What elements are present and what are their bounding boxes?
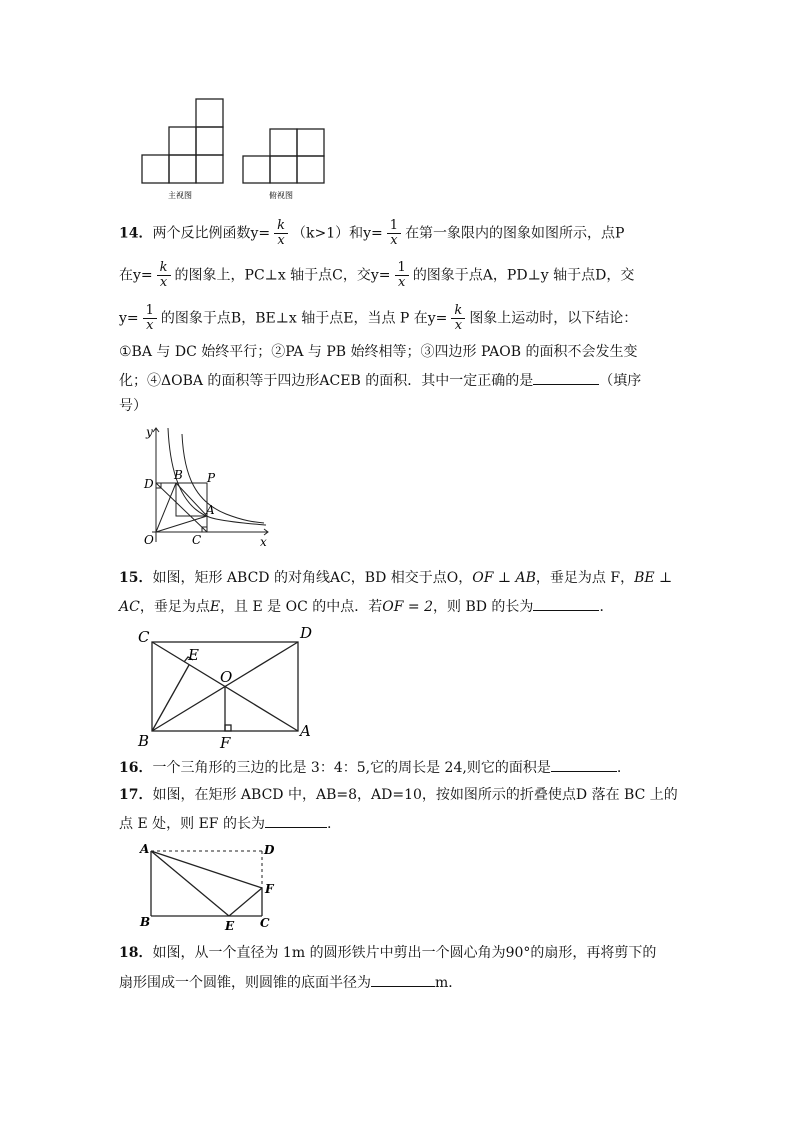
q14-label-C: C (192, 533, 202, 547)
q15-label-F: F (220, 734, 231, 752)
q17-label-D: D (264, 843, 275, 857)
q17-label-C: C (260, 916, 270, 930)
q15-label-O: O (220, 668, 233, 686)
q17-line-2: 点 E 处，则 EF 的长为 . (119, 813, 331, 834)
q15-answer-blank[interactable] (533, 596, 599, 611)
q15-label-E: E (188, 646, 199, 664)
front-view-label: 主视图 (168, 191, 192, 200)
q14-figure (136, 422, 276, 550)
q17-label-E: E (225, 919, 235, 932)
q17-figure (136, 838, 286, 932)
q18-answer-blank[interactable] (371, 972, 435, 987)
q14-label-A: A (206, 503, 215, 517)
q14-line-4: ①BA 与 DC 始终平行；②PA 与 PB 始终相等；③四边形 PAOB 的面积不会发生变 (119, 344, 638, 360)
q17-answer-blank[interactable] (265, 813, 327, 828)
front-view (142, 99, 223, 183)
fraction-k-over-x: $\frac{k}{x}$ (274, 219, 288, 248)
q15-line-2: AC，垂足为点E，且 E 是 OC 的中点．若OF = 2，则 BD 的长为 ． (119, 596, 613, 617)
q18-line-2: 扇形围成一个圆锥，则圆锥的底面半径为 m． (119, 972, 462, 993)
q15-label-A: A (300, 722, 311, 740)
q14-label-O: O (144, 533, 154, 547)
q18-line-1: 18．如图，从一个直径为 1m 的圆形铁片中剪出一个圆心角为90°的扇形，再将剪下的 (119, 945, 657, 961)
q14-label-D: D (144, 477, 154, 491)
q14-answer-blank[interactable] (533, 370, 599, 385)
q14-line-5: 化；④ΔOBA 的面积等于四边形ACEB 的面积．其中一定正确的是 （填序 (119, 370, 641, 391)
top-view-label: 俯视图 (269, 191, 293, 200)
q15-line-1: 15．如图，矩形 ABCD 的对角线AC，BD 相交于点O，OF ⊥ AB，垂足为点 F，BE ⊥ (119, 570, 673, 586)
q17-label-A: A (140, 842, 150, 856)
q17-label-F: F (265, 882, 274, 896)
q14-label-y: y (146, 425, 153, 439)
q15-label-D: D (300, 624, 313, 642)
q17-label-B: B (140, 915, 151, 929)
q14-label-P: P (207, 471, 216, 485)
q14-line-6: 号） (119, 398, 147, 414)
q14-line-3: y= $\frac{1}{x}$ 的图象于点B，BE⊥x 轴于点E，当点 P 在y= $\frac{k}{x}$ 图象上运动时，以下结论： (119, 303, 638, 333)
q14-line-2: 在y= $\frac{k}{x}$ 的图象上，PC⊥x 轴于点C，交y= $\frac{1}{x}$ 的图象于点A，PD⊥y 轴于点D，交 (119, 260, 635, 290)
top-view (243, 129, 324, 183)
q15-label-B: B (138, 732, 150, 750)
q15-label-C: C (138, 628, 150, 646)
q14-line-1: 14．两个反比例函数y= $\frac{k}{x}$ （k>1）和y= $\frac{1}{x}$ 在第一象限内的图象如图所示，点P (119, 218, 625, 248)
q14-label-x: x (260, 535, 267, 549)
views-figure (130, 92, 340, 204)
fraction-1-over-x: $\frac{1}{x}$ (387, 219, 401, 248)
q17-line-1: 17．如图，在矩形 ABCD 中，AB=8，AD=10，按如图所示的折叠使点D 落在 BC 上的 (119, 787, 678, 803)
q16-answer-blank[interactable] (551, 757, 617, 772)
q16-line: 16．一个三角形的三边的比是 3：4：5,它的周长是 24,则它的面积是 . (119, 757, 621, 778)
q15-figure (134, 622, 324, 752)
q14-label-B: B (174, 468, 183, 482)
